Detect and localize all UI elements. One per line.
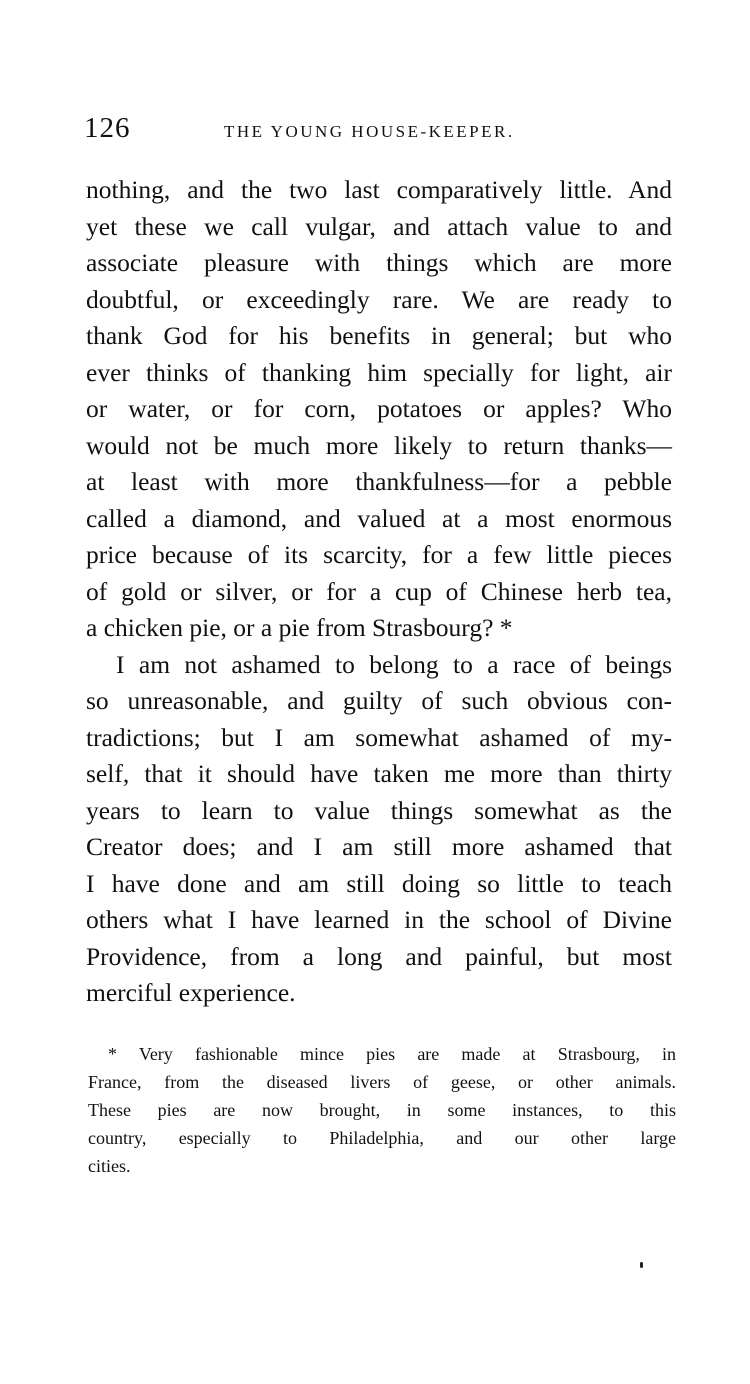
text-line: thank God for his benefits in general; but who — [86, 321, 672, 350]
text-line: Providence, from a long and painful, but most — [86, 941, 672, 971]
text-line: tradictions; but I am somewhat ashamed of my- — [86, 722, 672, 752]
running-head — [84, 112, 674, 152]
text-line: would not be much more likely to return thanks— — [86, 430, 672, 460]
text-line: self, that it should have taken me more than thirty — [86, 759, 672, 788]
footnote — [88, 1040, 676, 1180]
text-line: yet these we call vulgar, and attach value to and — [86, 211, 672, 241]
text-line: years to learn to value things somewhat as the — [86, 795, 672, 825]
text-line: ever thinks of thanking him specially for light, air — [86, 357, 672, 387]
footnote-line: * Very fashionable mince pies are made at Strasbourg, in — [108, 1044, 676, 1064]
text-line: I have done and am still doing so little to teach — [86, 868, 672, 898]
page-number: 126 — [84, 112, 131, 144]
text-line: Creator does; and I am still more ashamed that — [86, 832, 672, 861]
footnote-line: France, from the diseased livers of geese, or other animals. — [88, 1072, 676, 1092]
running-title: THE YOUNG HOUSE-KEEPER. — [224, 122, 515, 141]
footnote-line: country, especially to Philadelphia, and our other large — [88, 1128, 676, 1148]
text-line: of gold or silver, or for a cup of Chinese herb tea, — [86, 576, 672, 606]
footnote-line: cities. — [88, 1156, 131, 1176]
text-line: price because of its scarcity, for a few little pieces — [86, 540, 672, 569]
text-line: I am not ashamed to belong to a race of beings — [116, 649, 672, 679]
text-line: nothing, and the two last comparatively little. And — [86, 175, 672, 204]
text-line: at least with more thankfulness—for a pebble — [86, 467, 672, 496]
ink-speck — [640, 1262, 643, 1268]
footnote-line: These pies are now brought, in some instances, to this — [88, 1100, 676, 1120]
text-line: called a diamond, and valued at a most enormous — [86, 503, 672, 533]
text-line: a chicken pie, or a pie from Strasbourg? * — [86, 613, 513, 642]
text-line: or water, or for corn, potatoes or apples? Who — [86, 394, 672, 423]
text-line: merciful experience. — [86, 978, 296, 1007]
text-line: others what I have learned in the school of Divine — [86, 905, 672, 934]
text-line: associate pleasure with things which are more — [86, 248, 672, 277]
text-line: doubtful, or exceedingly rare. We are ready to — [86, 284, 672, 314]
body-text — [86, 172, 672, 1012]
text-line: so unreasonable, and guilty of such obvious con- — [86, 686, 672, 715]
